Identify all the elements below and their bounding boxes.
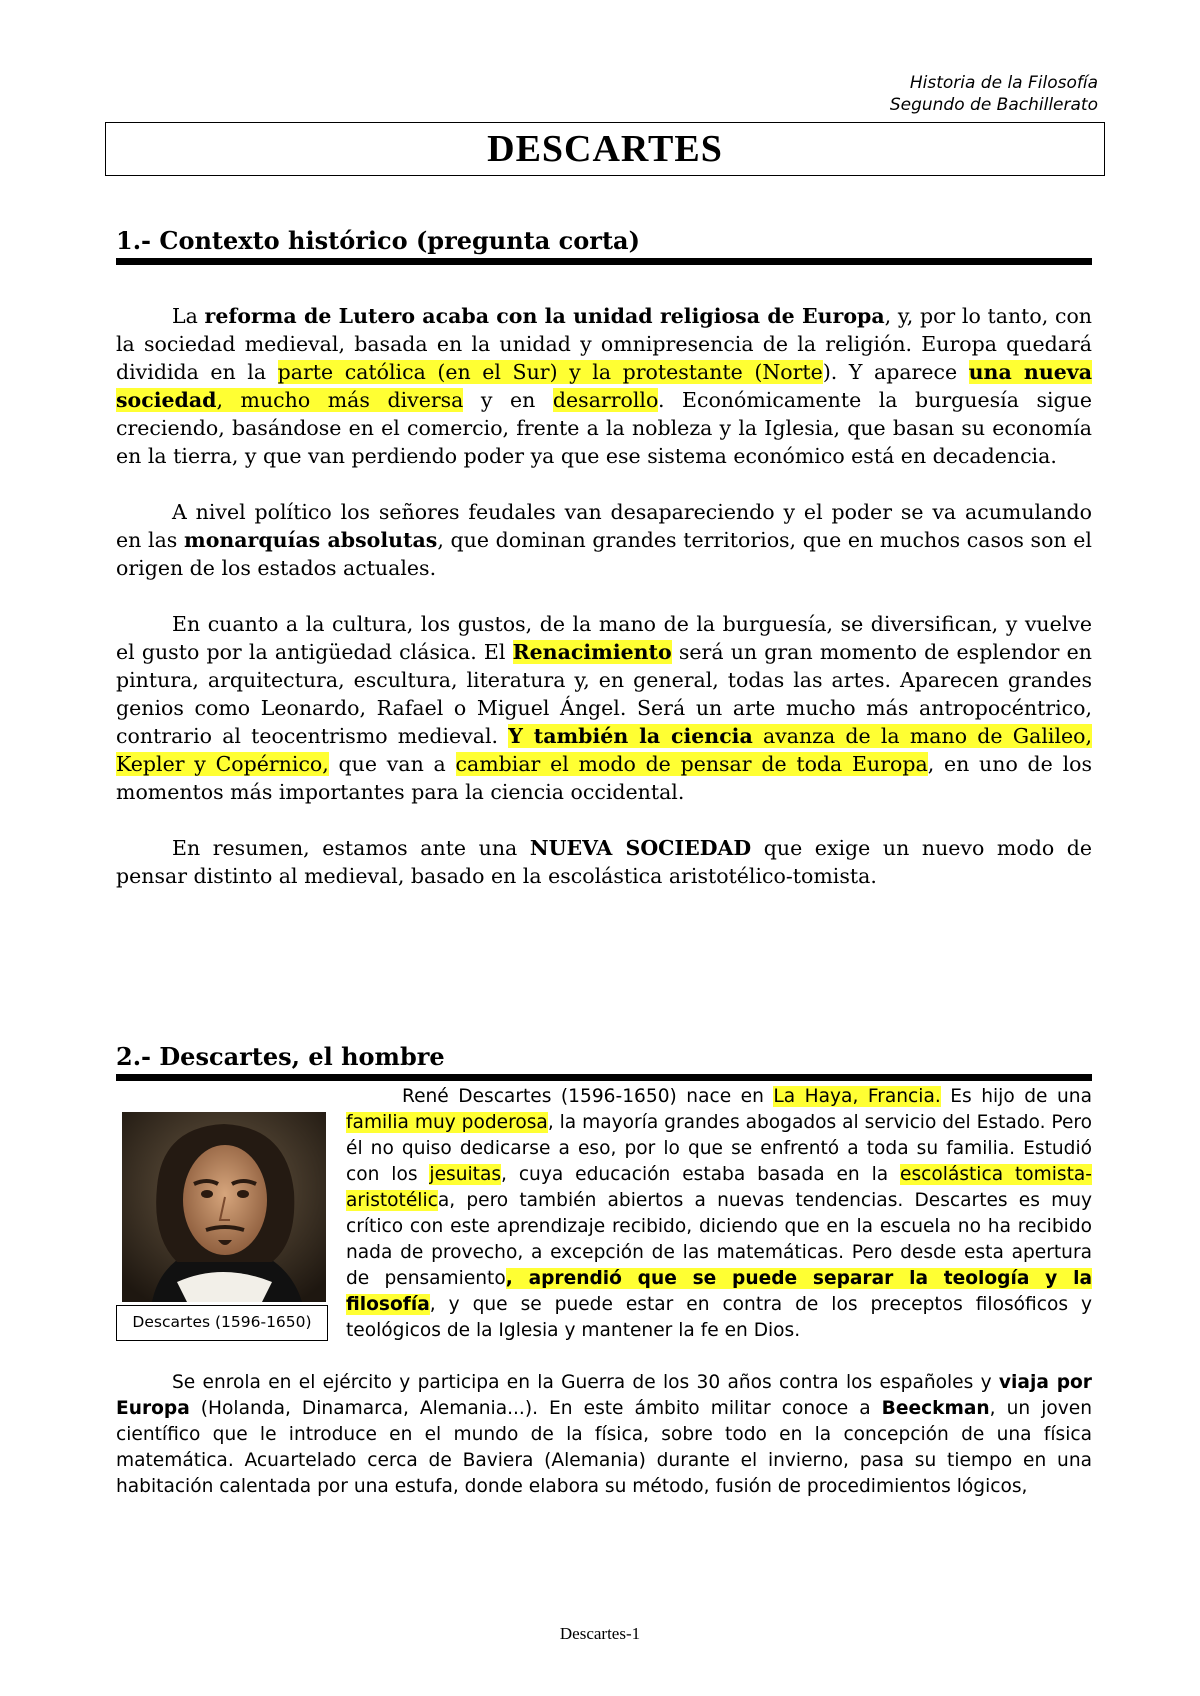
portrait-caption: Descartes (1596-1650) xyxy=(116,1305,328,1341)
paragraph-biografia: René Descartes (1596-1650) nace en La Haya, Francia. Es hijo de una familia muy poderosa, la mayoría grandes abogados al servicio del Estado. Pero él no quiso dedicarse a eso, por lo que se enfrentó a toda su familia. Estudió con los jesuitas, cuya educación estaba basada en la escolástica tomista-aristotélica, pero también abiertos a nuevas tendencias. Descartes es muy crítico con este aprendizaje recibido, diciendo que en la escuela no ha recibido nada de provecho, a excepción de las matemáticas. Pero desde esta apertura de pensamiento, aprendió que se puede separar la teología y la filosofía, y que se puede estar en contra de los preceptos filosóficos y teológicos de la Iglesia y mantener la fe en Dios. xyxy=(116,1084,1092,1344)
section-2-heading: 2.- Descartes, el hombre xyxy=(116,1042,445,1071)
section-1-heading-block xyxy=(116,226,1092,256)
header-subject: Historia de la Filosofía xyxy=(909,73,1098,93)
document-title: DESCARTES xyxy=(487,128,723,170)
section-1-body xyxy=(116,302,1092,890)
page-footer: Descartes-1 xyxy=(559,1624,641,1643)
section-2-body xyxy=(116,1084,1092,1500)
section-1-rule xyxy=(116,258,1092,265)
section-2-rule xyxy=(116,1074,1092,1081)
paragraph-reforma: La reforma de Lutero acaba con la unidad religiosa de Europa, y, por lo tanto, con la sociedad medieval, basada en la unidad y omnipresencia de la religión. Europa quedará dividida en la parte católica (en el Sur) y la protestante (Norte). Y aparece una nueva sociedad, mucho más diversa y en desarrollo. Económicamente la burguesía sigue creciendo, basándose en el comercio, frente a la nobleza y la Iglesia, que basan su economía en la tierra, y que van perdiendo poder ya que ese sistema económico está en decadencia. xyxy=(116,304,1092,468)
portrait-float-spacer xyxy=(116,1084,346,1370)
header-course: Segundo de Bachillerato xyxy=(889,95,1098,115)
running-header xyxy=(890,72,1098,116)
paragraph-ejercito: Se enrola en el ejército y participa en la Guerra de los 30 años contra los españoles y viaja por Europa (Holanda, Dinamarca, Alemania...). En este ámbito militar conoce a Beeckman, un joven científico que le introduce en el mundo de la física, sobre todo en la concepción de una física matemática. Acuartelado cerca de Baviera (Alemania) durante el invierno, pasa su tiempo en una habitación calentada por una estufa, donde elabora su método, fusión de procedimientos lógicos, xyxy=(116,1372,1092,1497)
paragraph-resumen: En resumen, estamos ante una NUEVA SOCIEDAD que exige un nuevo modo de pensar distinto al medieval, basado en la escolástica aristotélico-tomista. xyxy=(116,836,1093,888)
section-1-heading: 1.- Contexto histórico (pregunta corta) xyxy=(116,226,640,255)
paragraph-politica: A nivel político los señores feudales van desapareciendo y el poder se va acumulando en las monarquías absolutas, que dominan grandes territorios, que en muchos casos son el origen de los estados actuales. xyxy=(116,500,1092,580)
paragraph-cultura: En cuanto a la cultura, los gustos, de la mano de la burguesía, se diversifican, y vuelve el gusto por la antigüedad clásica. El Renacimiento será un gran momento de esplendor en pintura, arquitectura, escultura, literatura y, en general, todas las artes. Aparecen grandes genios como Leonardo, Rafael o Miguel Ángel. Será un arte mucho más antropocéntrico, contrario al teocentrismo medieval. Y también la ciencia avanza de la mano de Galileo, Kepler y Copérnico, que van a cambiar el modo de pensar de toda Europa, en uno de los momentos más importantes para la ciencia occidental. xyxy=(116,612,1092,804)
section-2-heading-block xyxy=(116,1042,1092,1072)
title-box xyxy=(105,122,1105,176)
